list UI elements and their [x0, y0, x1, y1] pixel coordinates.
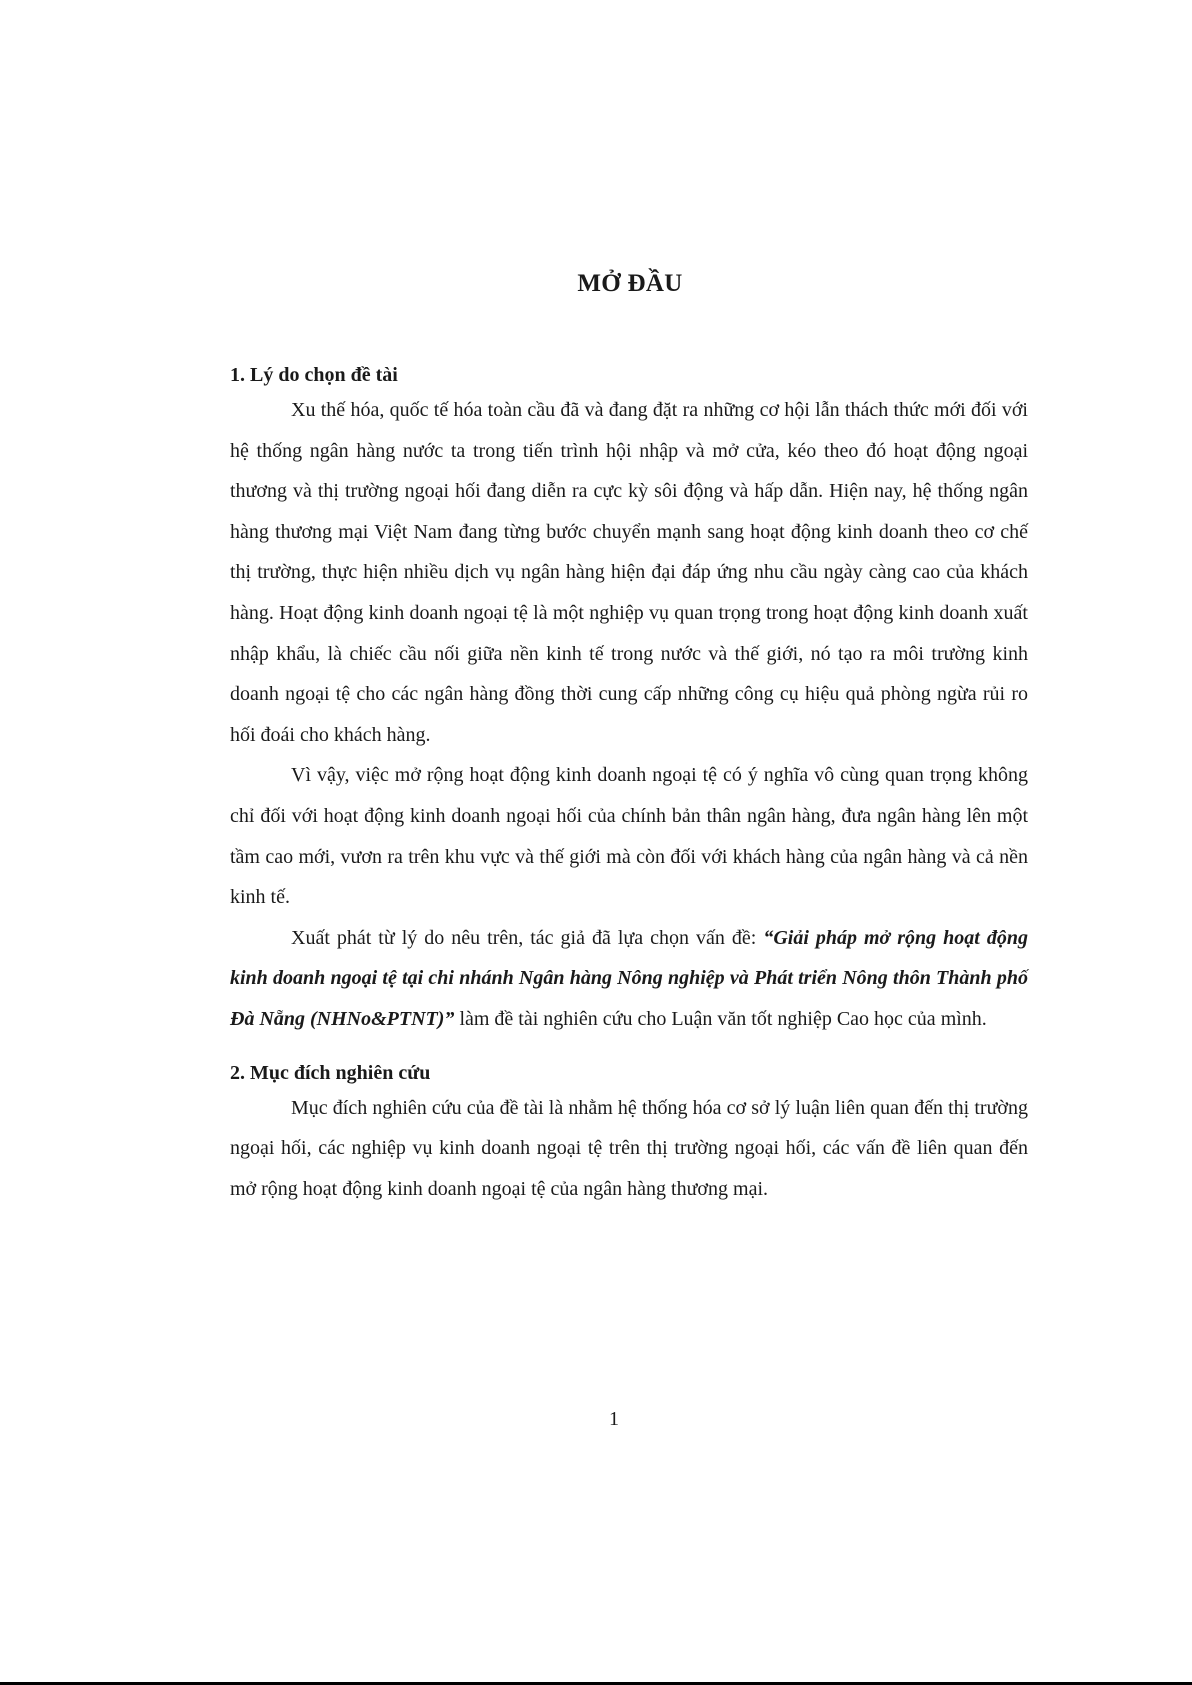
thesis-title-emphasis: “Giải pháp mở rộng hoạt động kinh doanh ngoại tệ tại chi nhánh Ngân hàng Nông nghiệp và Phát triển Nông thôn Thành phố Đà Nẵng (NHNo&PTNT)” — [230, 926, 1028, 1030]
topic-choice-lead: Xuất phát từ lý do nêu trên, tác giả đã lựa chọn vấn đề: — [291, 926, 764, 949]
section-purpose — [230, 1058, 1028, 1210]
page-number: 1 — [609, 1408, 619, 1430]
topic-choice-tail: làm đề tài nghiên cứu cho Luận văn tốt nghiệp Cao học của mình. — [454, 1007, 987, 1030]
paragraph-topic-choice — [230, 918, 1028, 1040]
paragraph-importance: Vì vậy, việc mở rộng hoạt động kinh doanh ngoại tệ có ý nghĩa vô cùng quan trọng không chỉ đối với hoạt động kinh doanh ngoại hối của chính bản thân ngân hàng, đưa ngân hàng lên một tầm cao mới, vươn ra trên khu vực và thế giới mà còn đối với khách hàng của ngân hàng và cả nền kinh tế. — [230, 764, 1028, 909]
section-heading-purpose: 2. Mục đích nghiên cứu — [230, 1061, 431, 1084]
section-heading-reason: 1. Lý do chọn đề tài — [230, 364, 398, 386]
chapter-title: MỞ ĐẦU — [577, 270, 683, 297]
section-reason — [230, 360, 1028, 1040]
paragraph-context: Xu thế hóa, quốc tế hóa toàn cầu đã và đang đặt ra những cơ hội lẫn thách thức mới đối với hệ thống ngân hàng nước ta trong tiến trình hội nhập và mở cửa, kéo theo đó hoạt động ngoại thương và thị trường ngoại hối đang diễn ra cực kỳ sôi động và hấp dẫn. Hiện nay, hệ thống ngân hàng thương mại Việt Nam đang từng bước chuyển mạnh sang hoạt động kinh doanh theo cơ chế thị trường, thực hiện nhiều dịch vụ ngân hàng hiện đại đáp ứng nhu cầu ngày càng cao của khách hàng. Hoạt động kinh doanh ngoại tệ là một nghiệp vụ quan trọng trong hoạt động kinh doanh xuất nhập khẩu, là chiếc cầu nối giữa nền kinh tế trong nước và thế giới, nó tạo ra môi trường kinh doanh ngoại tệ cho các ngân hàng đồng thời cung cấp những công cụ hiệu quả phòng ngừa rủi ro hối đoái cho khách hàng. — [230, 399, 1028, 746]
page-body — [230, 270, 1028, 1209]
paragraph-purpose: Mục đích nghiên cứu của đề tài là nhằm hệ thống hóa cơ sở lý luận liên quan đến thị trường ngoại hối, các nghiệp vụ kinh doanh ngoại tệ trên thị trường ngoại hối, các vấn đề liên quan đến mở rộng hoạt động kinh doanh ngoại tệ của ngân hàng thương mại. — [230, 1096, 1028, 1200]
